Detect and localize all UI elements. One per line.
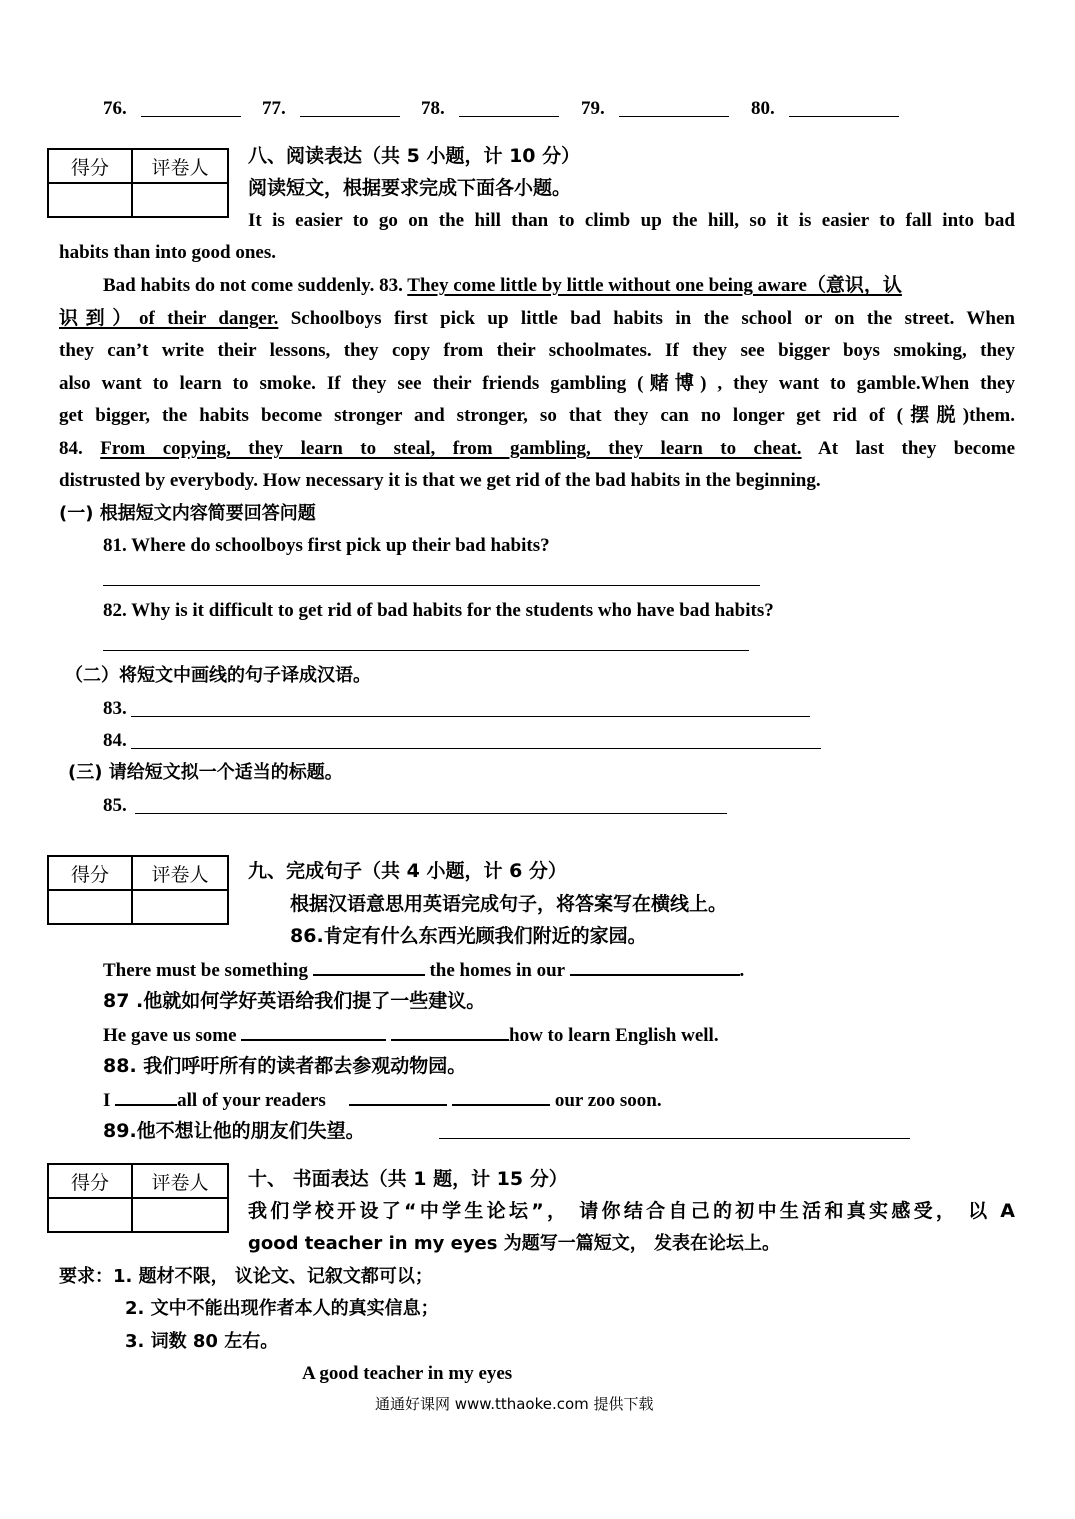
question-87-english <box>103 1021 719 1049</box>
sentence-text: how to learn English well. <box>509 1025 719 1046</box>
answer-line-89[interactable] <box>439 1138 910 1139</box>
score-box-section-9 <box>47 855 229 925</box>
score-cell[interactable] <box>48 890 132 924</box>
passage-line: distrusted by everybody. How necessary it is that we get rid of the bad habits in the beginning. <box>59 470 821 491</box>
grader-cell[interactable] <box>132 1198 228 1232</box>
sentence-text: I <box>103 1090 111 1111</box>
grader-label: 评卷人 <box>132 1164 228 1198</box>
answer-num-80: 80. <box>751 98 775 119</box>
blank-88-2[interactable] <box>349 1086 447 1106</box>
essay-title: A good teacher in my eyes <box>302 1363 513 1384</box>
passage-line <box>103 273 1015 299</box>
answer-num-78: 78. <box>421 98 445 119</box>
writing-prompt-line-1: 我们学校开设了“中学生论坛”， 请你结合自己的初中生活和真实感受， 以 A <box>248 1200 1015 1222</box>
answer-num-76: 76. <box>103 98 127 119</box>
part-3-heading: (三) 请给短文拟一个适当的标题。 <box>68 762 343 783</box>
sentence-text: all of your readers <box>177 1090 326 1111</box>
answer-line-84[interactable] <box>131 748 821 749</box>
score-box-section-8 <box>47 148 229 218</box>
footer-credit: 通通好课网 www.tthaoke.com 提供下载 <box>375 1395 654 1413</box>
passage-text: At last they become <box>801 438 1015 459</box>
underlined-sentence-84: From copying, they learn to steal, from gambling, they learn to cheat. <box>100 438 802 459</box>
sentence-text: our zoo soon. <box>554 1090 662 1111</box>
question-83: 83. <box>103 698 127 719</box>
answer-blank-77[interactable] <box>300 116 400 117</box>
grader-cell[interactable] <box>132 183 228 217</box>
question-85: 85. <box>103 795 127 816</box>
sentence-text: There must be something <box>103 960 308 981</box>
score-cell[interactable] <box>48 1198 132 1232</box>
question-89-chinese: 89.他不想让他的朋友们失望。 <box>103 1120 365 1142</box>
question-86-chinese: 86.肯定有什么东西光顾我们附近的家园。 <box>290 925 647 947</box>
requirement-1: 要求：1. 题材不限， 议论文、记叙文都可以； <box>59 1266 433 1287</box>
passage-line: habits than into good ones. <box>59 242 276 263</box>
part-1-heading: (一) 根据短文内容简要回答问题 <box>59 503 316 524</box>
blank-86-1[interactable] <box>313 956 425 976</box>
passage-text: Schoolboys first pick up little bad habits in the school or on the street. When <box>278 308 1016 329</box>
section-10-title: 十、 书面表达（共 1 题，计 15 分） <box>248 1168 568 1190</box>
underlined-sentence-83-cont: 识到）of their danger. <box>59 308 279 329</box>
answer-blank-80[interactable] <box>789 116 899 117</box>
score-cell[interactable] <box>48 183 132 217</box>
score-label: 得分 <box>48 856 132 890</box>
score-box-section-10 <box>47 1163 229 1233</box>
passage-text: Bad habits do not come suddenly. 83. <box>103 275 408 296</box>
passage-line <box>59 436 1015 462</box>
grader-label: 评卷人 <box>132 149 228 183</box>
question-88-chinese: 88. 我们呼吁所有的读者都去参观动物园。 <box>103 1055 467 1077</box>
grader-cell[interactable] <box>132 890 228 924</box>
sentence-text: . <box>739 960 745 981</box>
section-8-instruction: 阅读短文，根据要求完成下面各小题。 <box>248 177 572 199</box>
question-87-chinese: 87 .他就如何学好英语给我们提了一些建议。 <box>103 990 486 1012</box>
blank-87-1[interactable] <box>241 1021 386 1041</box>
passage-line: they can’t write their lessons, they copy from their schoolmates. If they see bigger boys smoking, they <box>59 340 1015 361</box>
blank-88-1[interactable] <box>115 1086 177 1106</box>
answer-line-83[interactable] <box>131 716 810 717</box>
answer-blank-79[interactable] <box>619 116 729 117</box>
score-label: 得分 <box>48 1164 132 1198</box>
answer-num-77: 77. <box>262 98 286 119</box>
answer-blank-78[interactable] <box>459 116 559 117</box>
passage-line: get bigger, the habits become stronger and stronger, so that they can no longer get rid of (摆脱)them. <box>59 405 1015 426</box>
question-88-english <box>103 1086 662 1114</box>
answer-line-81[interactable] <box>103 585 760 586</box>
question-86-english <box>103 956 744 984</box>
passage-line <box>59 306 1015 332</box>
section-8-title: 八、阅读表达（共 5 小题，计 10 分） <box>248 145 581 167</box>
blank-86-2[interactable] <box>570 956 740 976</box>
passage-line: also want to learn to smoke. If they see their friends gambling (赌博) , they want to gamble.When they <box>59 373 1015 394</box>
question-81: 81. Where do schoolboys first pick up their bad habits? <box>103 535 550 556</box>
blank-88-3[interactable] <box>452 1086 550 1106</box>
answer-blank-76[interactable] <box>141 116 241 117</box>
sentence-text: He gave us some <box>103 1025 237 1046</box>
underlined-sentence-83: They come little by little without one being aware（意识，认 <box>407 275 902 296</box>
grader-label: 评卷人 <box>132 856 228 890</box>
blank-87-2[interactable] <box>391 1021 509 1041</box>
question-82: 82. Why is it difficult to get rid of bad habits for the students who have bad habits? <box>103 600 774 621</box>
question-84: 84. <box>103 730 127 751</box>
writing-prompt-line-2: good teacher in my eyes 为题写一篇短文， 发表在论坛上。 <box>248 1233 780 1254</box>
score-label: 得分 <box>48 149 132 183</box>
part-2-heading: （二）将短文中画线的句子译成汉语。 <box>65 665 371 686</box>
passage-line: It is easier to go on the hill than to climb up the hill, so it is easier to fall into bad <box>248 210 1015 231</box>
requirement-3: 3. 词数 80 左右。 <box>125 1331 279 1352</box>
section-9-instruction: 根据汉语意思用英语完成句子，将答案写在横线上。 <box>290 893 728 915</box>
sentence-text: the homes in our <box>429 960 565 981</box>
answer-line-82[interactable] <box>103 650 749 651</box>
passage-text: 84. <box>59 438 101 459</box>
requirement-2: 2. 文中不能出现作者本人的真实信息； <box>125 1298 439 1319</box>
section-9-title: 九、完成句子（共 4 小题，计 6 分） <box>248 860 567 882</box>
answer-num-79: 79. <box>581 98 605 119</box>
answer-line-85[interactable] <box>135 813 727 814</box>
